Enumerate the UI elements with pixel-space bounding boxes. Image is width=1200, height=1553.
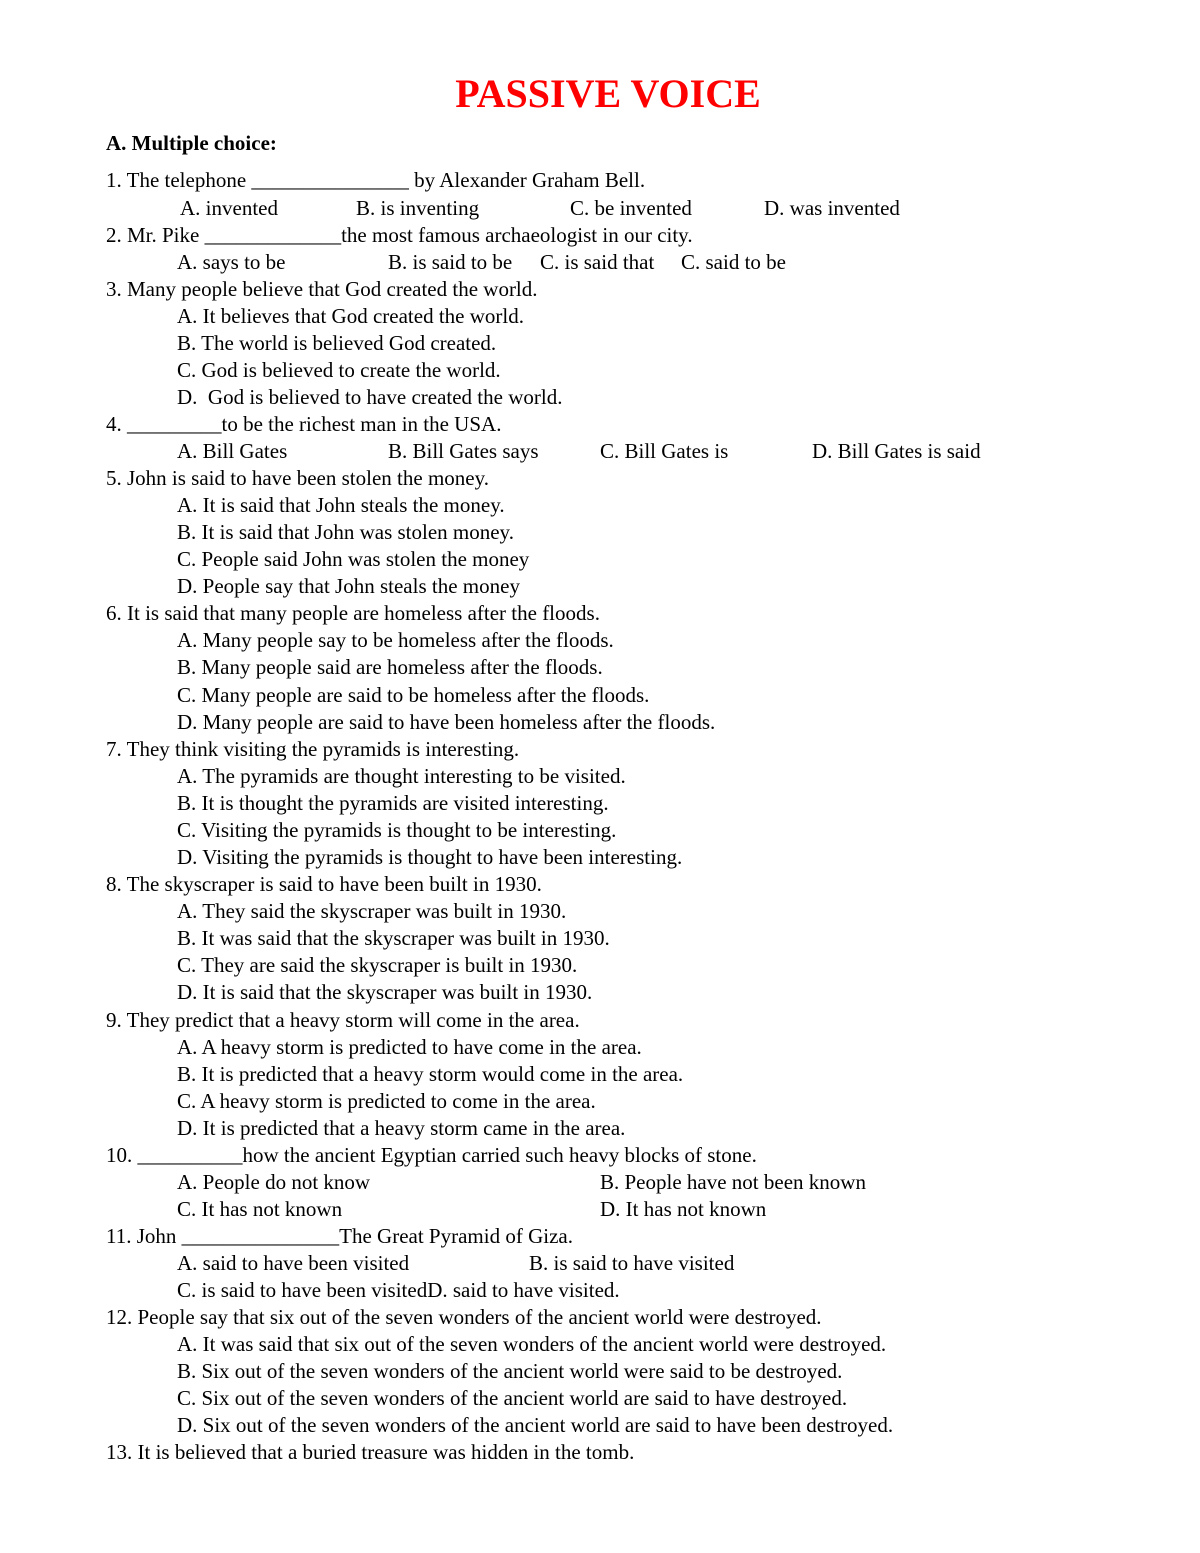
q4-option-b: B. Bill Gates says — [388, 439, 539, 463]
q4-option-a: A. Bill Gates — [177, 439, 288, 463]
question-1: 1. The telephone _______________ by Alexander Graham Bell. — [106, 168, 646, 192]
question-11: 11. John _______________The Great Pyramid of Giza. — [106, 1224, 573, 1248]
q5-option-d: D. People say that John steals the money — [177, 574, 520, 598]
q7-option-b: B. It is thought the pyramids are visited interesting. — [177, 791, 609, 815]
question-4: 4. _________to be the richest man in the USA. — [106, 412, 502, 436]
question-9: 9. They predict that a heavy storm will come in the area. — [106, 1008, 580, 1032]
question-12: 12. People say that six out of the seven wonders of the ancient world were destroyed. — [106, 1305, 822, 1329]
q8-option-a: A. They said the skyscraper was built in 1930. — [177, 899, 567, 923]
q6-option-c: C. Many people are said to be homeless after the floods. — [177, 683, 650, 707]
question-2: 2. Mr. Pike _____________the most famous archaeologist in our city. — [106, 223, 693, 247]
q8-option-c: C. They are said the skyscraper is built in 1930. — [177, 953, 578, 977]
q5-option-c: C. People said John was stolen the money — [177, 547, 530, 571]
q2-option-a: A. says to be — [177, 250, 286, 274]
question-10: 10. __________how the ancient Egyptian carried such heavy blocks of stone. — [106, 1143, 757, 1167]
q10-option-b: B. People have not been known — [600, 1170, 866, 1194]
q3-option-c: C. God is believed to create the world. — [177, 358, 501, 382]
q11-option-b: B. is said to have visited — [529, 1251, 735, 1275]
question-7: 7. They think visiting the pyramids is interesting. — [106, 737, 520, 761]
q5-option-b: B. It is said that John was stolen money. — [177, 520, 514, 544]
q10-option-d: D. It has not known — [600, 1197, 767, 1221]
q6-option-a: A. Many people say to be homeless after the floods. — [177, 628, 614, 652]
q3-option-a: A. It believes that God created the world. — [177, 304, 524, 328]
section-heading: A. Multiple choice: — [106, 131, 277, 155]
q3-option-d: D. God is believed to have created the world. — [177, 385, 563, 409]
q7-option-d: D. Visiting the pyramids is thought to have been interesting. — [177, 845, 683, 869]
q1-option-b: B. is inventing — [356, 196, 480, 220]
q9-option-b: B. It is predicted that a heavy storm would come in the area. — [177, 1062, 684, 1086]
q10-option-c: C. It has not known — [177, 1197, 343, 1221]
q4-option-d: D. Bill Gates is said — [812, 439, 981, 463]
q3-option-b: B. The world is believed God created. — [177, 331, 497, 355]
question-13: 13. It is believed that a buried treasure was hidden in the tomb. — [106, 1440, 635, 1464]
q2-option-b: B. is said to be — [388, 250, 513, 274]
q12-option-b: B. Six out of the seven wonders of the ancient world were said to be destroyed. — [177, 1359, 843, 1383]
q1-option-a: A. invented — [180, 196, 278, 220]
q7-option-c: C. Visiting the pyramids is thought to be interesting. — [177, 818, 617, 842]
q9-option-d: D. It is predicted that a heavy storm came in the area. — [177, 1116, 626, 1140]
q8-option-b: B. It was said that the skyscraper was built in 1930. — [177, 926, 610, 950]
q12-option-c: C. Six out of the seven wonders of the ancient world are said to have destroyed. — [177, 1386, 848, 1410]
question-8: 8. The skyscraper is said to have been built in 1930. — [106, 872, 542, 896]
q11-option-a: A. said to have been visited — [177, 1251, 410, 1275]
q5-option-a: A. It is said that John steals the money. — [177, 493, 505, 517]
question-3: 3. Many people believe that God created the world. — [106, 277, 538, 301]
q9-option-c: C. A heavy storm is predicted to come in the area. — [177, 1089, 596, 1113]
q2-option-c: C. is said that — [540, 250, 655, 274]
question-5: 5. John is said to have been stolen the money. — [106, 466, 489, 490]
q8-option-d: D. It is said that the skyscraper was built in 1930. — [177, 980, 593, 1004]
q11-option-c-d: C. is said to have been visitedD. said to have visited. — [177, 1278, 620, 1302]
q1-option-d: D. was invented — [764, 196, 900, 220]
q12-option-d: D. Six out of the seven wonders of the ancient world are said to have been destroyed. — [177, 1413, 894, 1437]
q9-option-a: A. A heavy storm is predicted to have come in the area. — [177, 1035, 642, 1059]
q6-option-b: B. Many people said are homeless after the floods. — [177, 655, 603, 679]
q10-option-a: A. People do not know — [177, 1170, 371, 1194]
q6-option-d: D. Many people are said to have been homeless after the floods. — [177, 710, 716, 734]
q1-option-c: C. be invented — [570, 196, 692, 220]
q7-option-a: A. The pyramids are thought interesting to be visited. — [177, 764, 626, 788]
page-title: PASSIVE VOICE — [455, 71, 761, 116]
q4-option-c: C. Bill Gates is — [600, 439, 729, 463]
q2-option-d: C. said to be — [681, 250, 786, 274]
question-6: 6. It is said that many people are homeless after the floods. — [106, 601, 600, 625]
q12-option-a: A. It was said that six out of the seven wonders of the ancient world were destroyed. — [177, 1332, 887, 1356]
